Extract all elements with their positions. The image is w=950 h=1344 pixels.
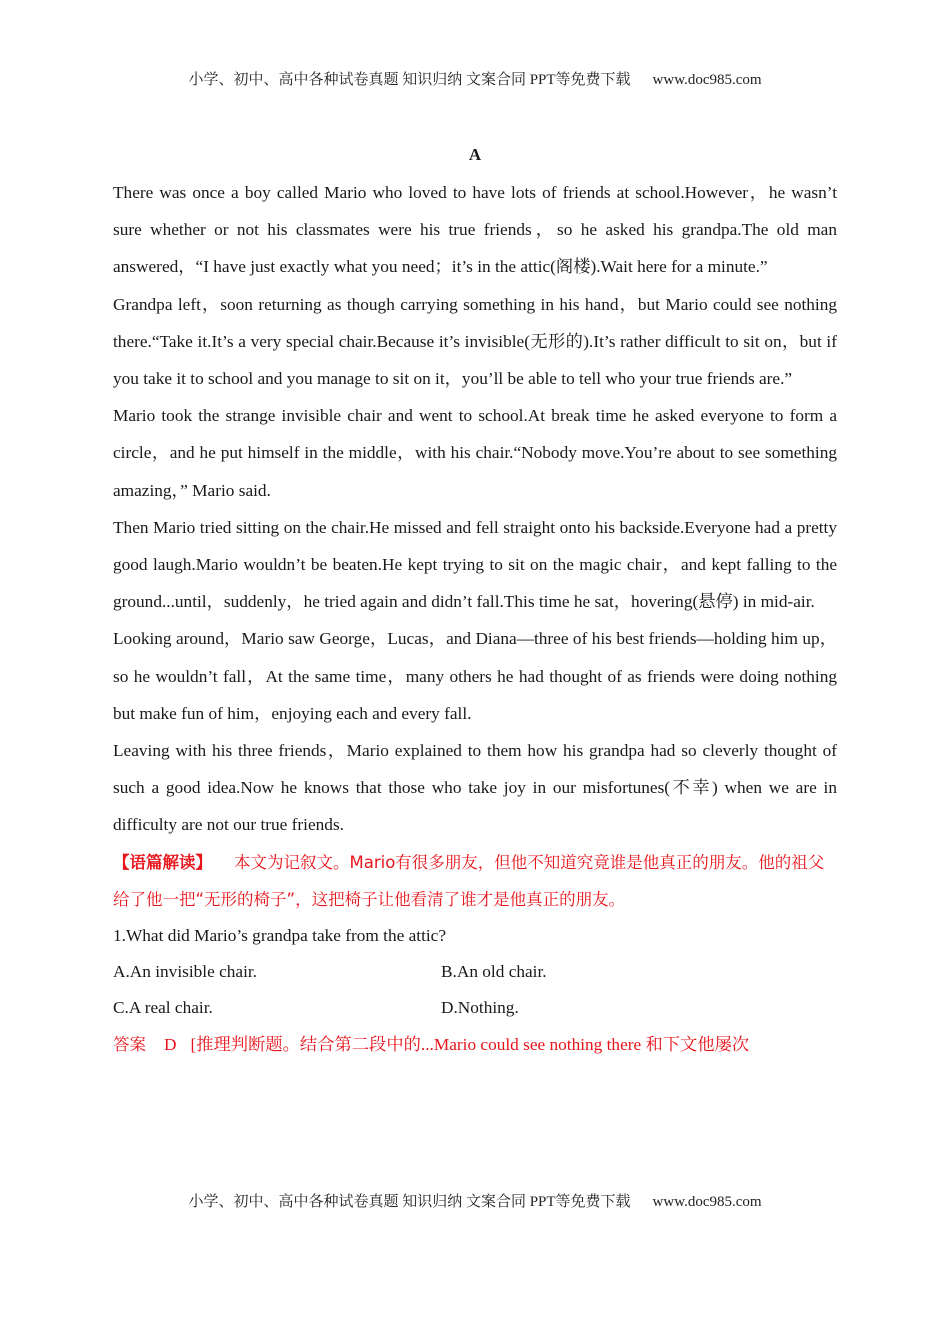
header-text: 小学、初中、高中各种试卷真题 知识归纳 文案合同 PPT等免费下载	[188, 72, 631, 88]
document-body	[113, 140, 837, 1063]
analysis-text: 本文为记叙文。Mario有很多朋友，但他不知道究竟谁是他真正的朋友。他的祖父给了他一把“无形的椅子”，这把椅子让他看清了谁才是他真正的朋友。	[113, 852, 825, 909]
passage-paragraph-3: Mario took the strange invisible chair and went to school.At break time he asked everyone to form a circle，and he put himself in the middle，with his chair.“Nobody move.You’re about to see something amazing，” Mario said.	[113, 406, 837, 500]
header-url: www.doc985.com	[652, 72, 762, 88]
passage-analysis	[113, 844, 837, 918]
passage-paragraph-2: Grandpa left，soon returning as though carrying something in his hand，but Mario could see nothing there.“Take it.It’s a very special chair.Because it’s invisible(无形的).It’s rather difficult to sit on，but if you take it to school and you manage to sit on it，you’ll be able to tell who your true friends are.”	[113, 294, 837, 389]
section-title: A	[468, 145, 482, 164]
passage-paragraph-1: There was once a boy called Mario who loved to have lots of friends at school.However，he wasn’t sure whether or not his classmates were his true friends，so he asked his grandpa.The old man answered，“I have just exactly what you need；it’s in the attic(阁楼).Wait here for a minute.”	[113, 183, 837, 277]
option-c: C.A real chair.	[113, 998, 213, 1018]
passage-paragraph-5: Looking around，Mario saw George，Lucas，and Diana—three of his best friends—holding him up，so he wouldn’t fall，At the same time，many others he had thought of as friends were doing nothing but make fun of him，enjoying each and every fall.	[113, 629, 837, 723]
answer-choice: D	[164, 1035, 177, 1055]
answer-explanation: [推理判断题。结合第二段中的...Mario could see nothing there 和下文他屡次	[190, 1035, 750, 1055]
answer-label: 答案	[113, 1035, 146, 1055]
passage-paragraph-6: Leaving with his three friends，Mario explained to them how his grandpa had so cleverly thought of such a good idea.Now he knows that those who take joy in our misfortunes(不幸) when we are in difficulty are not our true friends.	[113, 741, 837, 835]
page-footer	[0, 1190, 950, 1211]
option-d: D.Nothing.	[441, 998, 519, 1018]
option-b: B.An old chair.	[441, 962, 547, 982]
answer-line	[113, 1026, 837, 1063]
option-a: A.An invisible chair.	[113, 962, 257, 982]
analysis-tag: 【语篇解读】	[113, 852, 212, 872]
question-stem: 1.What did Mario’s grandpa take from the attic?	[113, 926, 447, 946]
answer-options	[113, 954, 837, 1026]
footer-text: 小学、初中、高中各种试卷真题 知识归纳 文案合同 PPT等免费下载	[188, 1194, 631, 1210]
passage-paragraph-4: Then Mario tried sitting on the chair.He missed and fell straight onto his backside.Everyone had a pretty good laugh.Mario wouldn’t be beaten.He kept trying to sit on the magic chair，and kept falling to the ground...until，suddenly，he tried again and didn’t fall.This time he sat，hovering(悬停) in mid-air.	[113, 517, 837, 612]
footer-url: www.doc985.com	[652, 1194, 762, 1210]
page-header	[0, 68, 950, 89]
